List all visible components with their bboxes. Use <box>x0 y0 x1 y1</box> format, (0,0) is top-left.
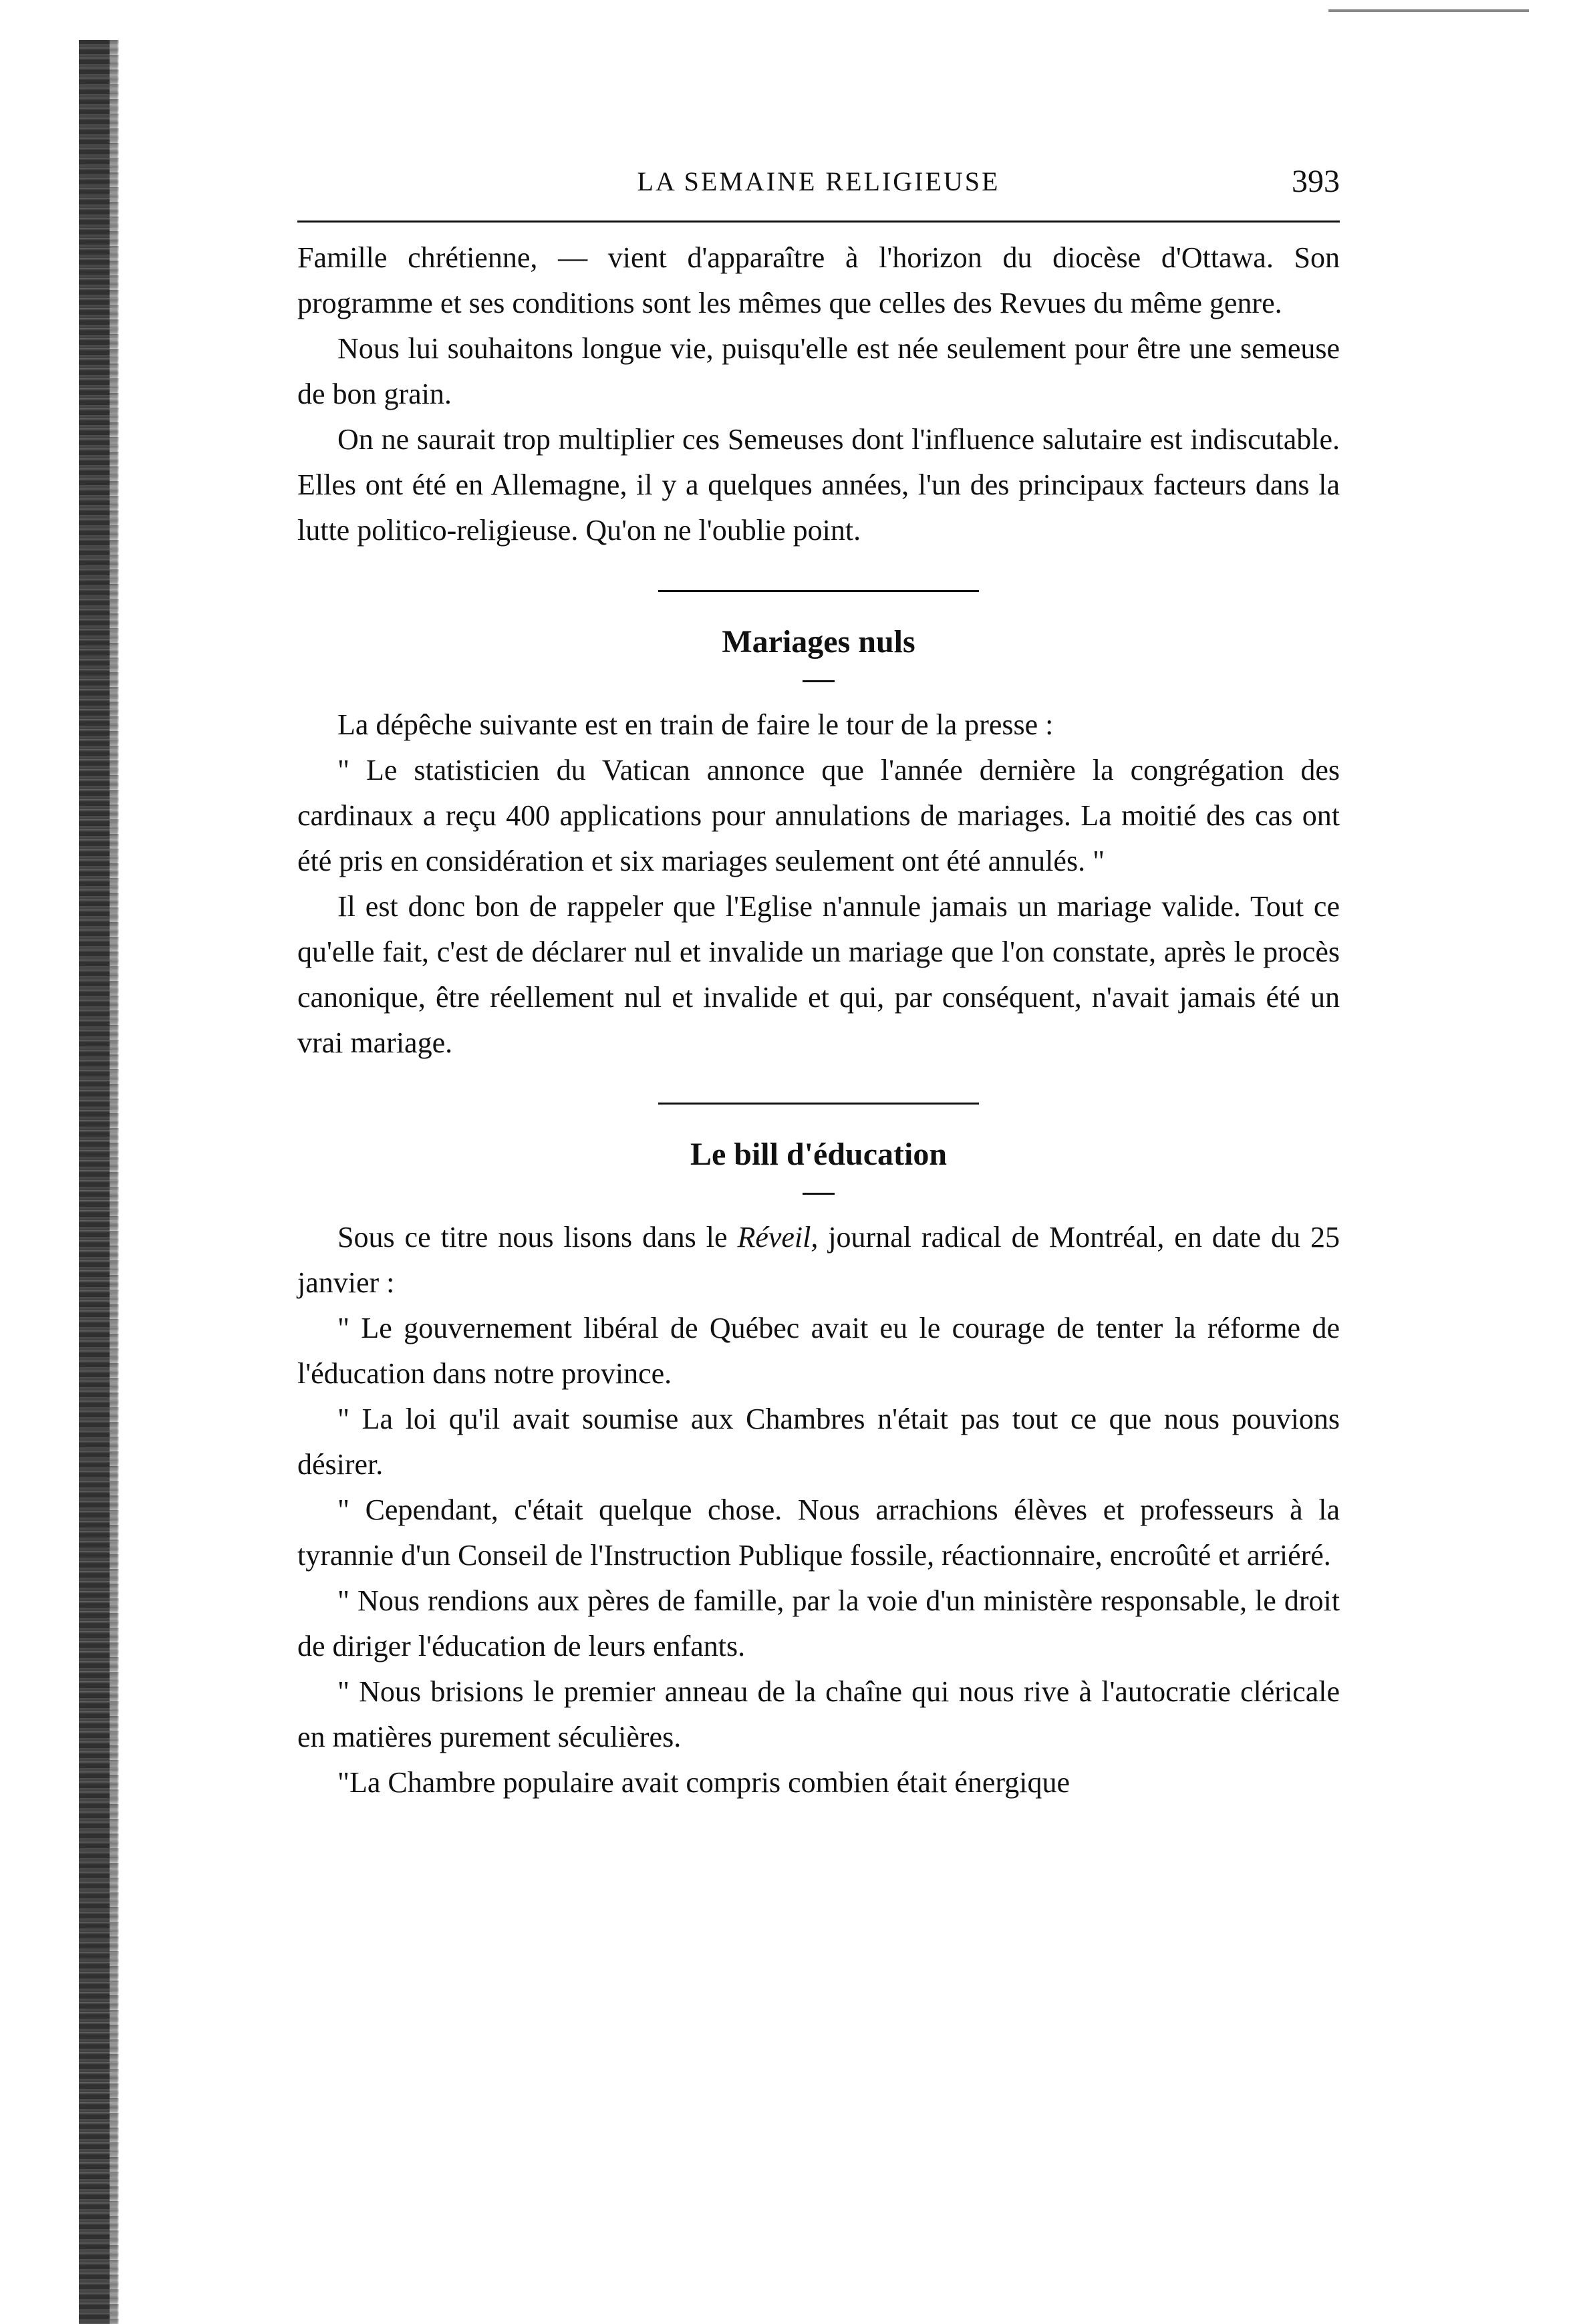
body-text <box>297 235 1340 1805</box>
intro-text: Sous ce titre nous lisons dans le <box>337 1221 738 1254</box>
title-dash <box>803 1193 835 1195</box>
intro-paragraph: On ne saurait trop multiplier ces Semeuses dont l'influence salutaire est indiscutable. Elles ont été en Allemagne, il y a quelques années, l'un des principaux facteurs dans la lutte politico-religieuse. Qu'on ne l'oublie point. <box>297 423 1340 547</box>
binding-edge <box>79 40 118 2324</box>
intro-paragraph: Famille chrétienne, — vient d'apparaître à l'horizon du diocèse d'Ottawa. Son programme et ses conditions sont les mêmes que celles des Revues du même genre. <box>297 241 1340 319</box>
quote-paragraph: " Nous brisions le premier anneau de la chaîne qui nous rive à l'autocratie cléricale en matières purement séculières. <box>297 1675 1340 1753</box>
running-head <box>297 166 1340 206</box>
section-divider <box>658 590 979 592</box>
intro-text: journal radical de Montréal, en date du 25 janvier : <box>297 1221 1340 1299</box>
quote-paragraph: " La loi qu'il avait soumise aux Chambres n'était pas tout ce que nous pouvions désirer. <box>297 1403 1340 1481</box>
running-title: LA SEMAINE RELIGIEUSE <box>637 166 1000 196</box>
quote-paragraph: " Le gouvernement libéral de Québec avait eu le courage de tenter la réforme de l'éducation dans notre province. <box>297 1312 1340 1390</box>
section-divider <box>658 1103 979 1105</box>
page-number: 393 <box>1292 164 1340 199</box>
page <box>297 0 1340 2324</box>
quote-paragraph: " Cependant, c'était quelque chose. Nous arrachions élèves et professeurs à la tyrannie d'un Conseil de l'Instruction Publique fossile, réactionnaire, encroûté et arriéré. <box>297 1493 1340 1572</box>
section-paragraph: " Le statisticien du Vatican annonce que l'année dernière la congrégation des cardinaux a reçu 400 applications pour annulations de mariages. La moitié des cas ont été pris en considération et six mariages seulement ont été annulés. " <box>297 754 1340 877</box>
section-title-mariages-nuls: Mariages nuls <box>722 624 915 660</box>
section-intro-paragraph <box>297 1215 1340 1306</box>
section-paragraph: La dépêche suivante est en train de faire le tour de la presse : <box>337 708 1054 741</box>
quote-paragraph: " Nous rendions aux pères de famille, par la voie d'un ministère responsable, le droit de diriger l'éducation de leurs enfants. <box>297 1584 1340 1662</box>
intro-paragraph: Nous lui souhaitons longue vie, puisqu'elle est née seulement pour être une semeuse de bon grain. <box>297 332 1340 410</box>
journal-name: Réveil, <box>737 1221 819 1254</box>
section-paragraph: Il est donc bon de rappeler que l'Eglise n'annule jamais un mariage valide. Tout ce qu'elle fait, c'est de déclarer nul et invalide un mariage que l'on constate, après le procès canonique, être réellement nul et invalide et qui, par conséquent, n'avait jamais été un vrai mariage. <box>297 890 1340 1059</box>
scan-mark <box>1328 9 1529 12</box>
quote-paragraph: "La Chambre populaire avait compris combien était énergique <box>337 1766 1070 1799</box>
title-dash <box>803 680 835 682</box>
section-title-bill-education: Le bill d'éducation <box>690 1137 948 1172</box>
header-rule <box>297 221 1340 223</box>
